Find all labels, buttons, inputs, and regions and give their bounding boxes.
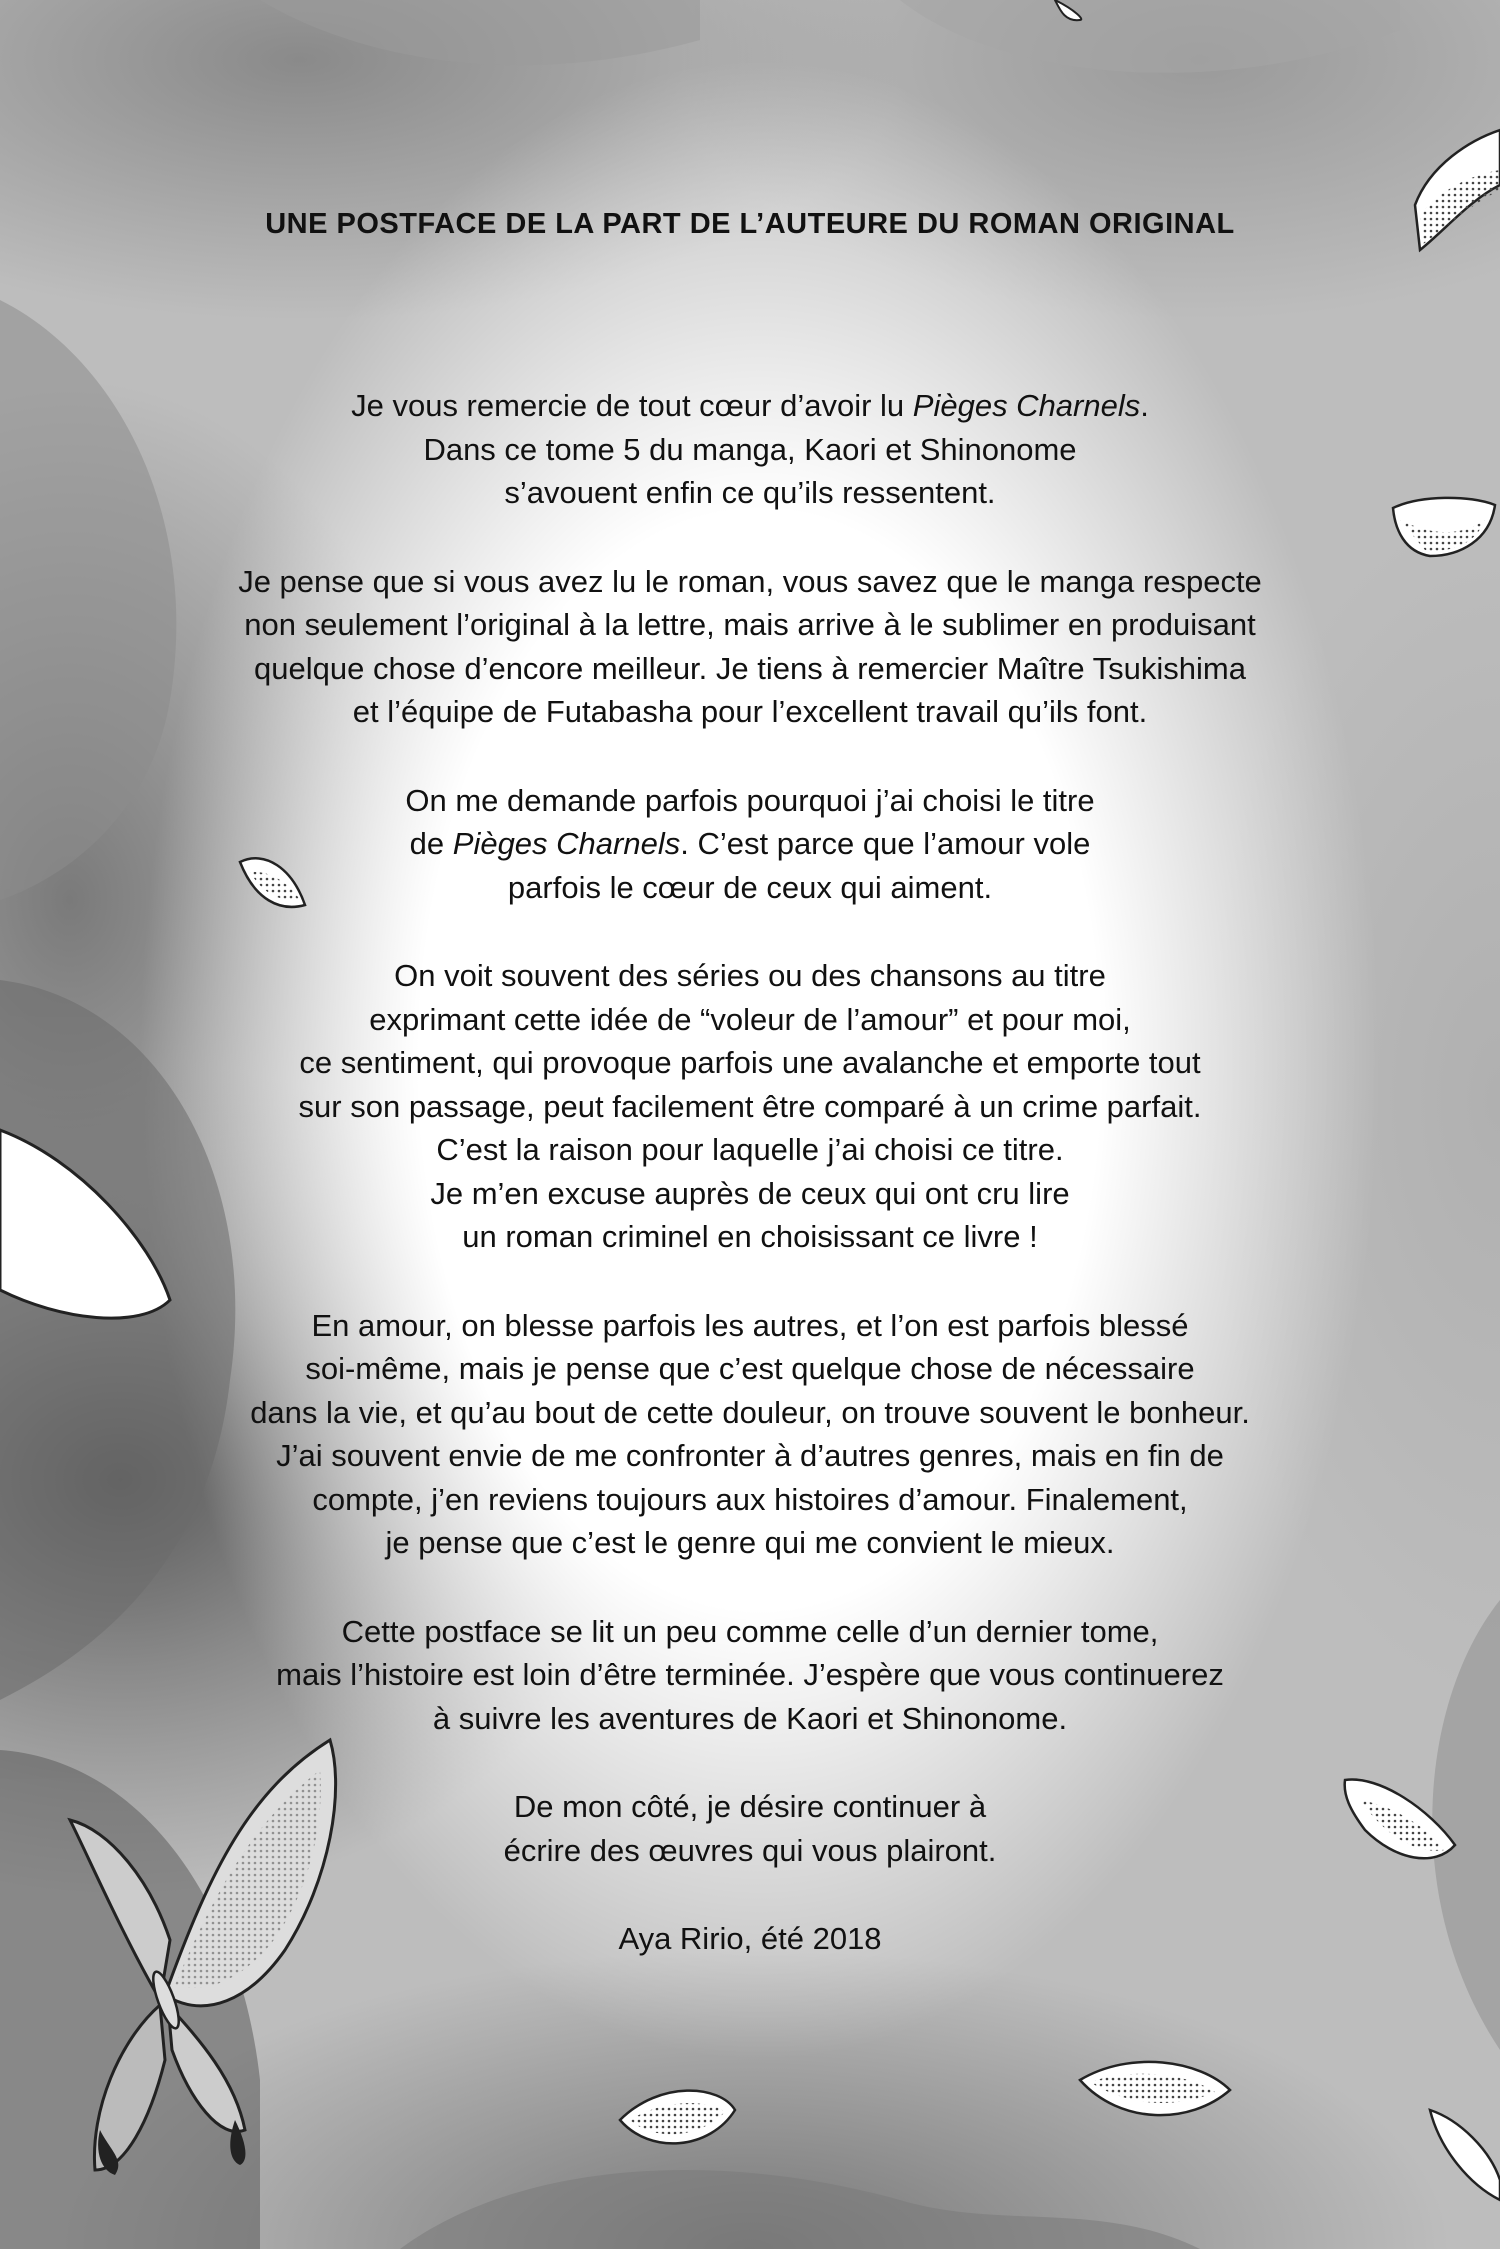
text-line: soi-même, mais je pense que c’est quelque chose de nécessaire [305, 1351, 1195, 1386]
text-line: exprimant cette idée de “voleur de l’amour” et pour moi, [369, 1001, 1131, 1037]
text-line: et l’équipe de Futabasha pour l’excellent travail qu’ils font. [352, 694, 1148, 729]
text-line: quelque chose d’encore meilleur. Je tiens à remercier Maître Tsukishima [254, 650, 1246, 686]
paragraph [100, 954, 1400, 1259]
paragraph [100, 560, 1400, 734]
text-fragment: . [1140, 388, 1149, 423]
text-fragment: . C’est parce que l’amour vole [680, 826, 1091, 861]
paragraph [100, 384, 1400, 515]
page-title: UNE POSTFACE DE LA PART DE L’AUTEURE DU ROMAN ORIGINAL [265, 208, 1235, 240]
book-title: Pièges Charnels [912, 388, 1141, 423]
text-line: à suivre les aventures de Kaori et Shinonome. [432, 1700, 1068, 1736]
text-line: s’avouent enfin ce qu’ils ressentent. [504, 475, 996, 510]
text-line: Je m’en excuse auprès de ceux qui ont cru lire [430, 1175, 1070, 1211]
book-title: Pièges Charnels [452, 826, 681, 861]
text-line: parfois le cœur de ceux qui aiment. [507, 869, 993, 905]
text-line [100, 384, 1400, 428]
paragraph [100, 1610, 1400, 1741]
text-line: un roman criminel en choisissant ce livre ! [462, 1219, 1038, 1254]
paragraph [100, 779, 1400, 910]
text-fragment: de [409, 826, 453, 861]
text-line: je pense que c’est le genre qui me convient le mieux. [385, 1525, 1115, 1560]
text-line: Cette postface se lit un peu comme celle d’un dernier tome, [341, 1613, 1159, 1649]
text-line: dans la vie, et qu’au bout de cette douleur, on trouve souvent le bonheur. [250, 1394, 1250, 1430]
text-line: En amour, on blesse parfois les autres, et l’on est parfois blessé [311, 1307, 1189, 1343]
text-line: écrire des œuvres qui vous plairont. [503, 1832, 997, 1868]
text-line: ce sentiment, qui provoque parfois une avalanche et emporte tout [299, 1045, 1201, 1080]
text-fragment: Je vous remercie de tout cœur d’avoir lu [351, 388, 913, 423]
text-line: C’est la raison pour laquelle j’ai choisi ce titre. [436, 1132, 1064, 1167]
signature: Aya Ririo, été 2018 [618, 1921, 882, 1956]
text-line [100, 822, 1400, 866]
text-line: Dans ce tome 5 du manga, Kaori et Shinonome [423, 431, 1077, 467]
text-line: On me demande parfois pourquoi j’ai choisi le titre [405, 782, 1095, 818]
text-line: non seulement l’original à la lettre, mais arrive à le sublimer en produisant [244, 607, 1256, 642]
text-line: sur son passage, peut facilement être comparé à un crime parfait. [298, 1088, 1202, 1124]
postface-body [100, 384, 1400, 2006]
text-line: On voit souvent des séries ou des chansons au titre [394, 958, 1106, 993]
text-line: De mon côté, je désire continuer à [513, 1789, 987, 1824]
paragraph [100, 1304, 1400, 1565]
text-line: compte, j’en reviens toujours aux histoires d’amour. Finalement, [312, 1481, 1188, 1517]
text-line: J’ai souvent envie de me confronter à d’autres genres, mais en fin de [276, 1438, 1224, 1473]
text-line: Je pense que si vous avez lu le roman, vous savez que le manga respecte [238, 563, 1262, 599]
paragraph [100, 1785, 1400, 1872]
text-line: mais l’histoire est loin d’être terminée. J’espère que vous continuerez [276, 1657, 1224, 1692]
